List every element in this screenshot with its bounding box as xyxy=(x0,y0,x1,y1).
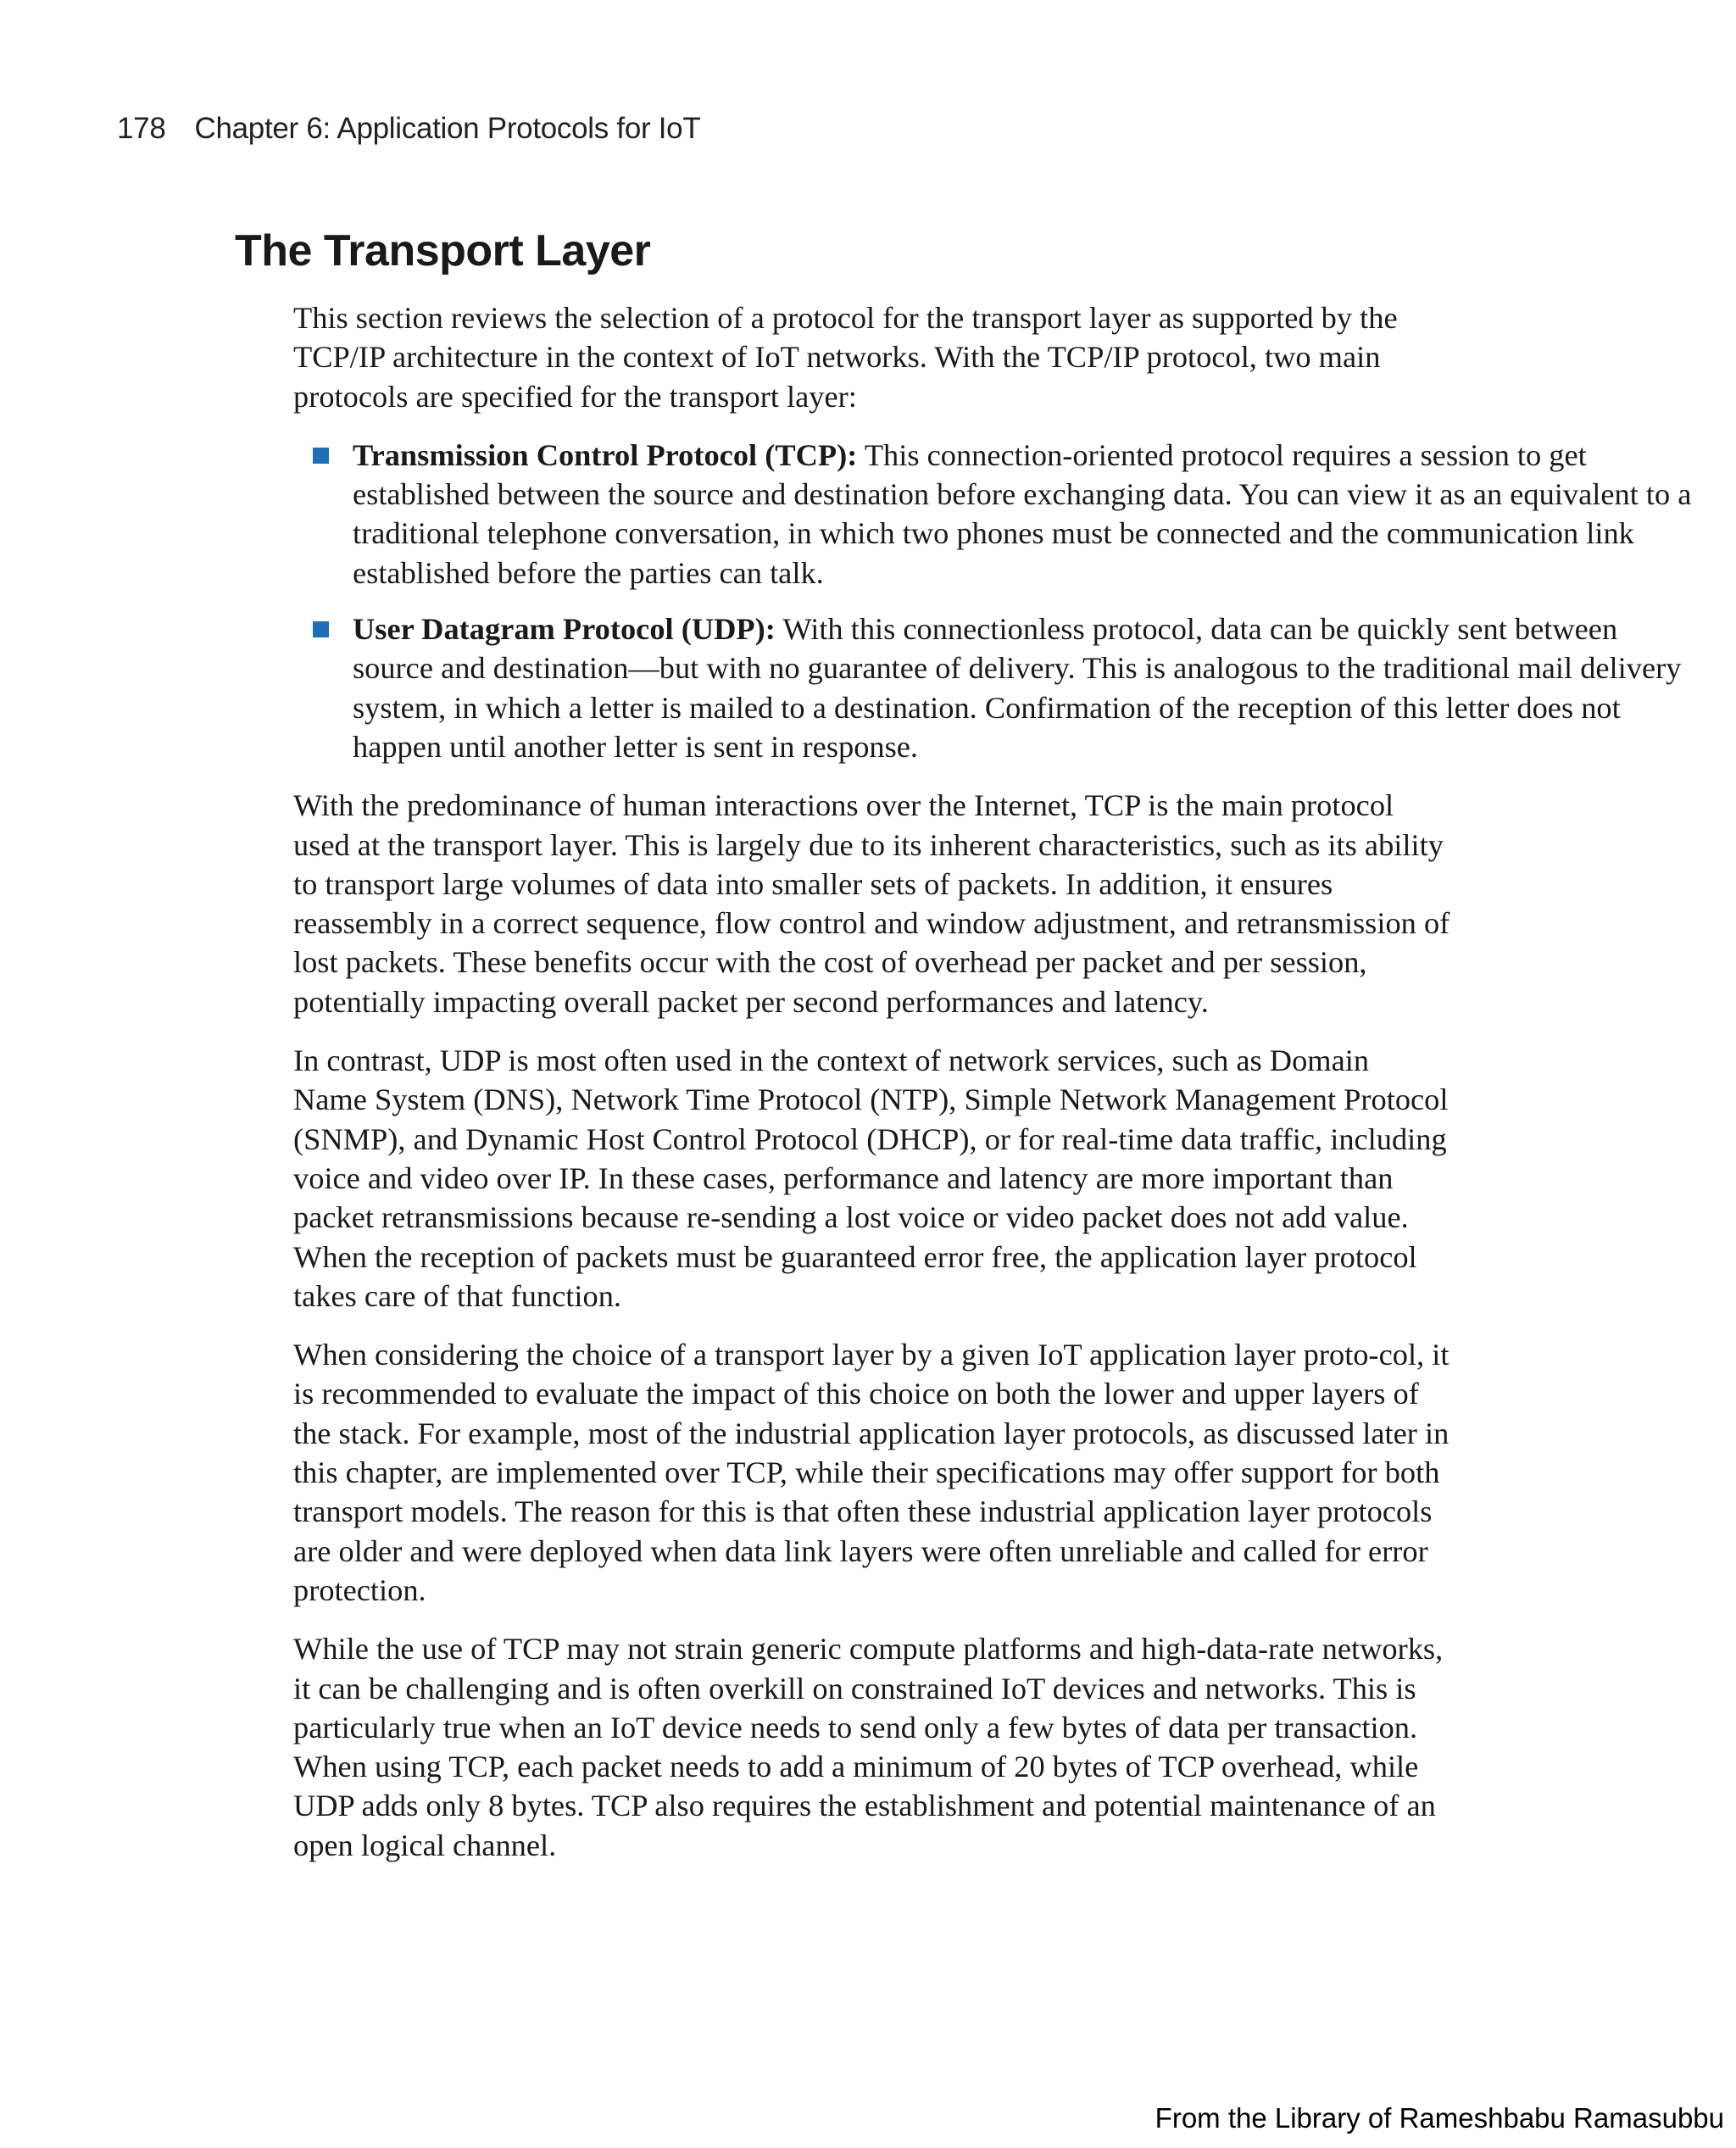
description-tcp: This connection-oriented protocol requires a session to get established between the source and destination before exchanging data. You can view it as an equivalent to a traditional telephone conversation, in which two phones must be connected and the communication link established before the parties can talk. xyxy=(353,437,1692,590)
list-item-tcp xyxy=(353,436,1700,593)
paragraph-tcp-overhead: While the use of TCP may not strain generic compute platforms and high-data-rate networks, it can be challenging and is often overkill on constrained IoT devices and networks. This is particularly true when an IoT device needs to send only a few bytes of data per transaction. When using TCP, each packet needs to add a minimum of 20 bytes of TCP overhead, while UDP adds only 8 bytes. TCP also requires the establishment and potential maintenance of an open logical channel. xyxy=(293,1632,1444,1862)
chapter-title: Chapter 6: Application Protocols for IoT xyxy=(194,112,701,145)
paragraph-udp-contrast: In contrast, UDP is most often used in the context of network services, such as Domain Name System (DNS), Network Time Protocol (NTP), Simple Network Management Protocol (SNMP), and Dynamic Host Control Protocol (DHCP), or for real-time data traffic, including voice and video over IP. In these cases, performance and latency are more important than packet retransmissions because re-sending a lost voice or video packet does not add value. When the reception of packets must be guaranteed error free, the application layer protocol takes care of that function. xyxy=(293,1043,1449,1313)
section-title: The Transport Layer xyxy=(235,226,651,275)
paragraph-tcp-predominance: With the predominance of human interactions over the Internet, TCP is the main protocol used at the transport layer. This is largely due to its inherent characteristics, such as its ability to transport large volumes of data into smaller sets of packets. In addition, it ensures reassembly in a correct sequence, flow control and window adjustment, and retransmission of lost packets. These benefits occur with the cost of overhead per packet and per session, potentially impacting overall packet per second performances and latency. xyxy=(293,788,1450,1019)
description-udp: With this connectionless protocol, data can be quickly sent between source and destination—but with no guarantee of delivery. This is analogous to the traditional mail delivery system, in which a letter is mailed to a destination. Confirmation of the reception of this letter does not happen until another letter is sent in response. xyxy=(353,612,1682,764)
square-bullet-icon xyxy=(313,448,329,464)
term-tcp: Transmission Control Protocol (TCP): xyxy=(353,437,858,472)
paragraph-transport-choice: When considering the choice of a transport layer by a given IoT application layer proto-col, it is recommended to evaluate the impact of this choice on both the lower and upper layers of the stack. For example, most of the industrial application layer protocols, as discussed later in this chapter, are implemented over TCP, while their specifications may offer support for both transport models. The reason for this is that often these industrial application layer protocols are older and were deployed when data link layers were often unreliable and called for error protection. xyxy=(293,1338,1449,1607)
list-item-udp xyxy=(353,609,1700,766)
page-number: 178 xyxy=(117,112,166,145)
protocol-list xyxy=(293,436,1700,766)
intro-paragraph: This section reviews the selection of a protocol for the transport layer as supported by the TCP/IP architecture in the context of IoT networks. With the TCP/IP protocol, two main protocols are specified for the transport layer: xyxy=(293,301,1398,414)
term-udp: User Datagram Protocol (UDP): xyxy=(353,612,776,647)
body-text xyxy=(293,298,1692,1884)
running-head xyxy=(117,112,700,146)
library-credit: From the Library of Rameshbabu Ramasubbu xyxy=(1155,2102,1724,2134)
square-bullet-icon xyxy=(313,621,329,637)
